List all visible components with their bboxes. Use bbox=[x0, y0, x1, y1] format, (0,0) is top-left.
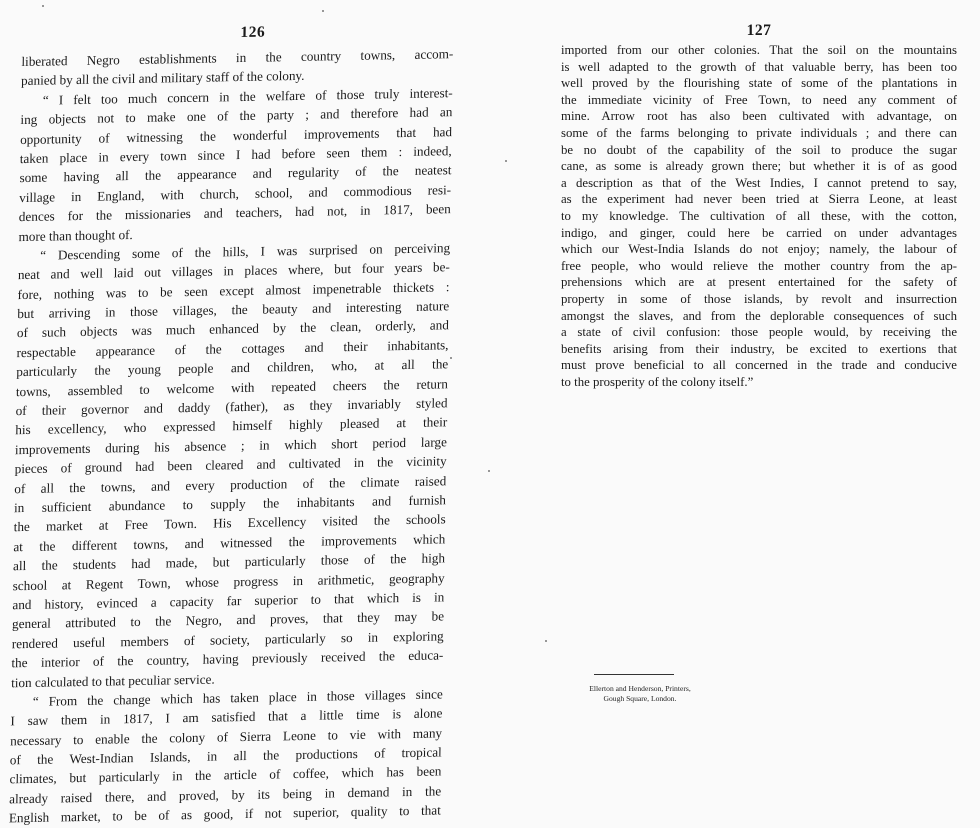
text-line: imported from our other colonies. That the soil on the mountains bbox=[561, 43, 957, 57]
text-line: “ From the change which has taken place in those villages since bbox=[32, 686, 443, 709]
scan-speck bbox=[450, 357, 452, 359]
text-line: indigo, and ginger, could here be carried on under advantages bbox=[561, 225, 957, 240]
text-line: pieces of ground had been cleared and cultivated in the vicinity bbox=[14, 453, 447, 477]
left-page bbox=[9, 20, 454, 828]
text-line: of all the towns, and every production of the climate raised bbox=[14, 472, 447, 496]
text-line: well proved by the flourishing state of some of the plantations in bbox=[561, 76, 957, 91]
text-line: cane, as some is already grown there; but whether it is of as good bbox=[561, 159, 957, 174]
text-line: as the experiment had never been tried at Sierra Leone, at least bbox=[561, 192, 957, 207]
text-line: particularly the young people and children, who, at all the bbox=[16, 356, 449, 380]
text-line: to the prosperity of the colony itself.” bbox=[561, 374, 754, 389]
text-line: his excellency, who expressed himself highly pleased at their bbox=[15, 414, 448, 438]
text-line: all the students had made, but particularly those of the high bbox=[12, 550, 446, 574]
text-line: benefits arising from their industry, be excited to exertions that bbox=[561, 341, 957, 356]
text-line: of such objects was much enhanced by the clean, orderly, and bbox=[16, 317, 449, 341]
text-line: and history, evinced a capacity far superior to that which is in bbox=[12, 589, 445, 613]
text-line: rendered useful members of society, particularly so in exploring bbox=[11, 628, 444, 652]
text-line: opportunity of witnessing the wonderful improvements that had bbox=[20, 123, 453, 147]
text-line: dences for the missionaries and teachers, had not, in 1817, been bbox=[18, 201, 451, 225]
text-line: at the different towns, and witnessed the improvements which bbox=[13, 531, 446, 555]
scan-speck bbox=[488, 470, 490, 472]
text-line: improvements during his absence ; in which short period large bbox=[14, 434, 448, 458]
text-line: climates, but particularly in the article of coffee, which has been bbox=[9, 763, 442, 787]
imprint-line-1: Ellerton and Henderson, Printers, bbox=[589, 684, 691, 693]
text-line: the interior of the country, having previously received the educa- bbox=[11, 647, 444, 671]
text-line: to my knowledge. The cultivation of all these, with the cotton, bbox=[561, 208, 957, 223]
text-line: in sufficient abundance to supply the inhabitants and furnish bbox=[13, 492, 447, 516]
text-line: “ Descending some of the hills, I was surprised on perceiving bbox=[40, 240, 451, 263]
text-line: of the West-Indian Islands, in all the productions of tropical bbox=[9, 744, 442, 768]
text-line: a state of civil confusion: those people would, by receiving the bbox=[561, 325, 957, 340]
text-line: I saw them in 1817, I am satisfied that a little time is alone bbox=[10, 705, 443, 729]
text-line: towns, assembled to welcome with repeated cheers the return bbox=[15, 375, 449, 399]
left-page-body bbox=[9, 44, 454, 828]
text-line: school at Regent Town, whose progress in arithmetic, geography bbox=[12, 569, 445, 593]
text-line: some having all the appearance and regularity of the neatest bbox=[19, 162, 452, 186]
imprint-rule bbox=[594, 674, 674, 675]
text-line: respectable appearance of the cottages and their inhabitants, bbox=[16, 337, 449, 361]
text-line: a description as that of the West Indies, I cannot pretend to say, bbox=[561, 175, 957, 190]
text-line: prehensions which are at present entertained for the safety of bbox=[561, 275, 957, 290]
text-line: English market, to be of as good, if not superior, quality to that bbox=[8, 802, 441, 826]
text-line: tion calculated to that peculiar service. bbox=[11, 671, 215, 690]
text-line: must prove beneficial to all concerned in the trade and conducive bbox=[561, 358, 957, 373]
text-line: village in England, with church, school, and commodious resi- bbox=[19, 181, 452, 205]
text-line: some of the farms belonging to private individuals ; and there can bbox=[561, 125, 957, 140]
text-line: free people, who would relieve the mother country from the ap- bbox=[561, 258, 957, 273]
right-page bbox=[561, 22, 957, 390]
scan-speck bbox=[505, 160, 507, 162]
text-line: property in some of those islands, by revolt and insurrection bbox=[561, 291, 957, 306]
text-line: mine. Arrow root has also been cultivated with advantage, on bbox=[561, 109, 957, 124]
text-line: is well adapted to the growth of that valuable berry, has been too bbox=[561, 59, 957, 74]
text-line: already raised there, and proved, by its being in demand in the bbox=[9, 783, 442, 807]
scan-speck bbox=[545, 640, 547, 642]
text-line: “ I felt too much concern in the welfare of those truly interest- bbox=[42, 84, 453, 108]
text-line: necessary to enable the colony of Sierra Leone to vie with many bbox=[10, 725, 443, 749]
text-line: taken place in every town since I had before seen them : indeed, bbox=[19, 143, 452, 167]
text-line: liberated Negro establishments in the country towns, accom- bbox=[21, 46, 454, 70]
scan-speck bbox=[322, 10, 324, 12]
text-line: the immediate vicinity of Free Town, to need any comment of bbox=[561, 92, 957, 107]
text-line: but arriving in those villages, the beauty and interesting nature bbox=[17, 298, 450, 322]
imprint-line-2: Gough Square, London. bbox=[603, 694, 677, 703]
text-line: panied by all the civil and military staff of the colony. bbox=[20, 68, 305, 89]
printer-imprint bbox=[540, 684, 740, 704]
text-line: of their governor and daddy (father), as they invariably styled bbox=[15, 395, 448, 419]
page-number-left: 126 bbox=[240, 23, 266, 42]
text-line: the market at Free Town. His Excellency visited the schools bbox=[13, 511, 446, 535]
text-line: ing objects not to make one of the party ; and therefore had an bbox=[20, 104, 453, 128]
right-page-body bbox=[561, 42, 957, 390]
text-line: amongst the slaves, and from the deplorable consequences of such bbox=[561, 308, 957, 323]
text-line: be no doubt of the capability of the soil to produce the sugar bbox=[561, 142, 957, 157]
text-line: more than thought of. bbox=[18, 226, 133, 244]
text-line: fore, nothing was to be seen except almost impenetrable thickets : bbox=[17, 278, 450, 302]
page-number-right: 127 bbox=[746, 22, 772, 39]
text-line: which our West-India Islands do not enjoy; namely, the labour of bbox=[561, 242, 957, 257]
text-line: neat and well laid out villages in places where, but four years be- bbox=[17, 259, 450, 283]
text-line: general attributed to the Negro, and proves, that they may be bbox=[11, 608, 445, 632]
scan-speck bbox=[42, 5, 44, 7]
